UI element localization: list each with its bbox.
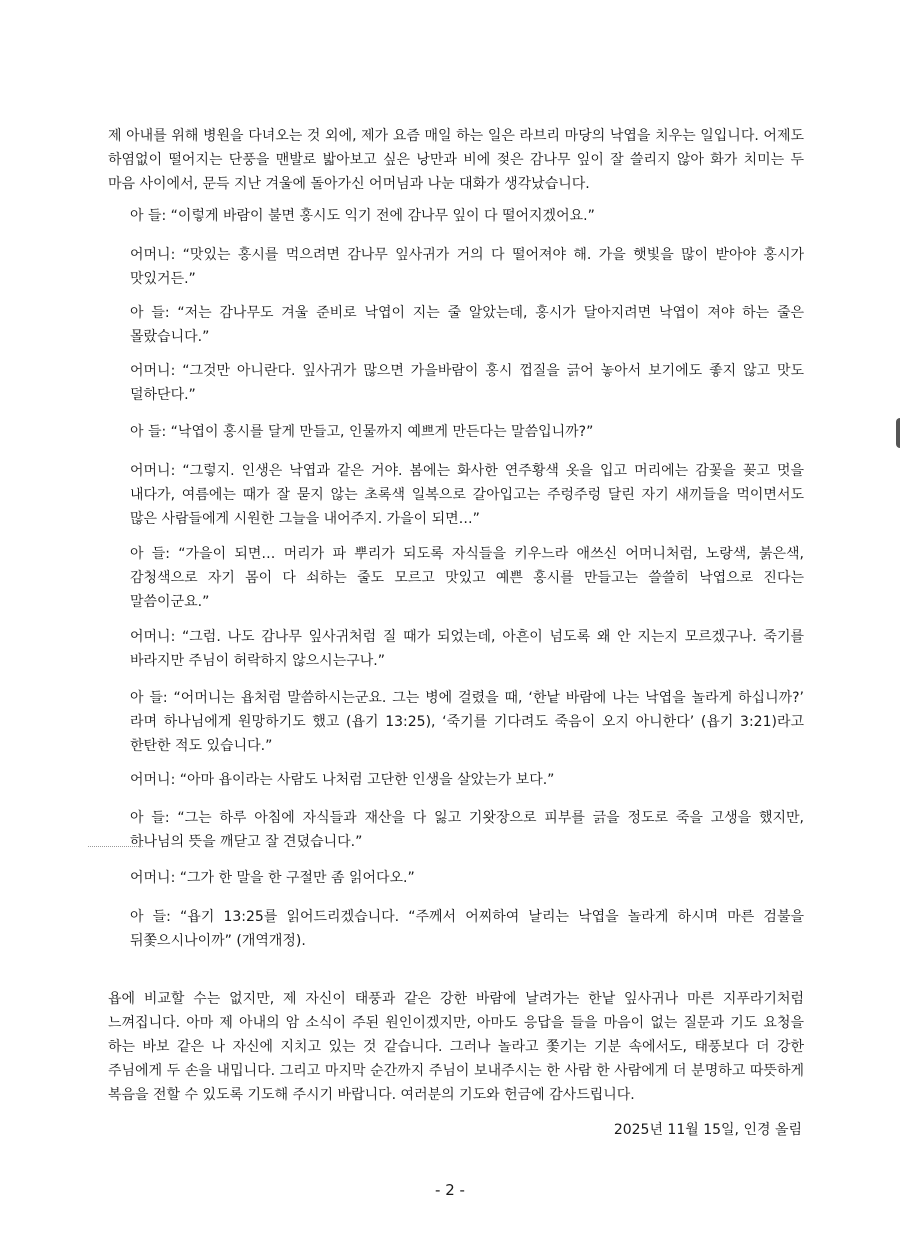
speaker-label: 아 들: xyxy=(130,810,170,826)
speaker-label: 아 들: xyxy=(130,424,167,440)
speaker-label: 아 들: xyxy=(130,208,167,224)
dialogue-text: “어머니는 욥처럼 말씀하시는군요. 그는 병에 걸렸을 때, ‘한낱 바람에 나는 낙엽을 놀라게 하십니까?’ 라며 하나님에게 원망하기도 했고 (욥기 13:25), ‘죽기를 기다려도 죽음이 오지 아니한다’ (욥기 3:21)라고 한탄한 적도 있습니다.” xyxy=(130,690,805,754)
dialogue-text: “맛있는 홍시를 먹으려면 감나무 잎사귀가 거의 다 떨어져야 해. 가을 햇빛을 많이 받아야 홍시가 맛있거든.” xyxy=(130,247,805,287)
page-number: - 2 - xyxy=(435,1181,465,1199)
dialogue-text: “낙엽이 홍시를 달게 만들고, 인물까지 예쁘게 만든다는 말씀입니까?” xyxy=(170,424,594,440)
dialogue-line xyxy=(130,204,804,228)
dialogue-line xyxy=(130,686,804,758)
dialogue-text: “그럼. 나도 감나무 잎사귀처럼 질 때가 되었는데, 아흔이 넘도록 왜 안 지는지 모르겠구나. 죽기를 바라지만 주님이 허락하지 않으시는구나.” xyxy=(130,629,804,669)
speaker-label: 어머니: xyxy=(130,463,176,479)
dialogue-line xyxy=(130,768,804,792)
dialogue-text: “이렇게 바람이 불면 홍시도 익기 전에 감나무 잎이 다 떨어지겠어요.” xyxy=(170,208,595,224)
dialogue-text: “아마 욥이라는 사람도 나처럼 고단한 인생을 살았는가 보다.” xyxy=(179,772,555,788)
dialogue-line xyxy=(130,359,804,407)
speaker-label: 어머니: xyxy=(130,247,176,263)
dialogue-text: “저는 감나무도 겨울 준비로 낙엽이 지는 줄 알았는데, 홍시가 달아지려면 낙엽이 져야 하는 줄은 몰랐습니다.” xyxy=(130,305,805,345)
speaker-label: 어머니: xyxy=(130,363,176,379)
dialogue-line xyxy=(130,420,804,444)
intro-paragraph: 제 아내를 위해 병원을 다녀오는 것 외에, 제가 요즘 매일 하는 일은 라브리 마당의 낙엽을 치우는 일입니다. 어제도 하염없이 떨어지는 단풍을 맨발로 밟아보고 싶은 낭만과 비에 젖은 감나무 잎이 잘 쓸리지 않아 화가 치미는 두 마음 사이에서, 문득 지난 겨울에 돌아가신 어머님과 나눈 대화가 생각났습니다. xyxy=(108,128,804,192)
scan-edge-mark xyxy=(896,418,900,448)
dialogue-line xyxy=(130,905,804,953)
speaker-label: 어머니: xyxy=(130,629,176,645)
dialogue-line xyxy=(130,459,804,531)
speaker-label: 어머니: xyxy=(130,772,176,788)
signature: 2025년 11월 15일, 인경 올림 xyxy=(613,1122,802,1138)
dialogue-text: “욥기 13:25를 읽어드리겠습니다. “주께서 어찌하여 날리는 낙엽을 놀라게 하시며 마른 검불을 뒤쫓으시나이까” (개역개정). xyxy=(130,909,804,949)
dialogue-line xyxy=(130,625,804,673)
dialogue-text: “그가 한 말을 한 구절만 좀 읽어다오.” xyxy=(179,870,415,886)
dialogue-line xyxy=(130,806,804,854)
speaker-label: 아 들: xyxy=(130,546,171,562)
dialogue-line xyxy=(130,301,804,349)
dialogue-text: “그렇지. 인생은 낙엽과 같은 거야. 봄에는 화사한 연주황색 옷을 입고 머리에는 감꽃을 꽂고 멋을 내다가, 여름에는 때가 잘 묻지 않는 초록색 일복으로 갈아입고는 주렁주렁 달린 자기 새끼들을 먹이면서도 많은 사람들에게 시원한 그늘을 내어주지. 가을이 되면…” xyxy=(130,463,804,527)
dialogue-line xyxy=(130,542,804,614)
speaker-label: 어머니: xyxy=(130,870,176,886)
dialogue-line xyxy=(130,866,804,890)
speaker-label: 아 들: xyxy=(130,909,171,925)
dialogue-text: “가을이 되면… 머리가 파 뿌리가 되도록 자식들을 키우느라 애쓰신 어머니처럼, 노랑색, 붉은색, 감청색으로 자기 몸이 다 쇠하는 줄도 모르고 맛있고 예쁜 홍시를 만들고는 쓸쓸히 낙엽으로 진다는 말씀이군요.” xyxy=(130,546,804,610)
speaker-label: 아 들: xyxy=(130,305,170,321)
scan-mark xyxy=(88,846,143,847)
dialogue-text: “그는 하루 아침에 자식들과 재산을 다 잃고 기왓장으로 피부를 긁을 정도로 죽을 고생을 했지만, 하나님의 뜻을 깨닫고 잘 견뎠습니다.” xyxy=(130,810,805,850)
dialogue-text: “그것만 아니란다. 잎사귀가 많으면 가을바람이 홍시 껍질을 긁어 놓아서 보기에도 좋지 않고 맛도 덜하단다.” xyxy=(130,363,804,403)
speaker-label: 아 들: xyxy=(130,690,168,706)
dialogue-line xyxy=(130,243,804,291)
closing-paragraph: 욥에 비교할 수는 없지만, 제 자신이 태풍과 같은 강한 바람에 날려가는 한낱 잎사귀나 마른 지푸라기처럼 느껴집니다. 아마 제 아내의 암 소식이 주된 원인이겠지만, 아마도 응답을 들을 마음이 없는 질문과 기도 요청을 하는 바보 같은 나 자신에 지치고 있는 것 같습니다. 그러나 놀라고 쫓기는 기분 속에서도, 태풍보다 더 강한 주님에게 두 손을 내밉니다. 그리고 마지막 순간까지 주님이 보내주시는 한 사람 한 사람에게 더 분명하고 따뜻하게 복음을 전할 수 있도록 기도해 주시기 바랍니다. 여러분의 기도와 헌금에 감사드립니다. xyxy=(108,991,804,1103)
